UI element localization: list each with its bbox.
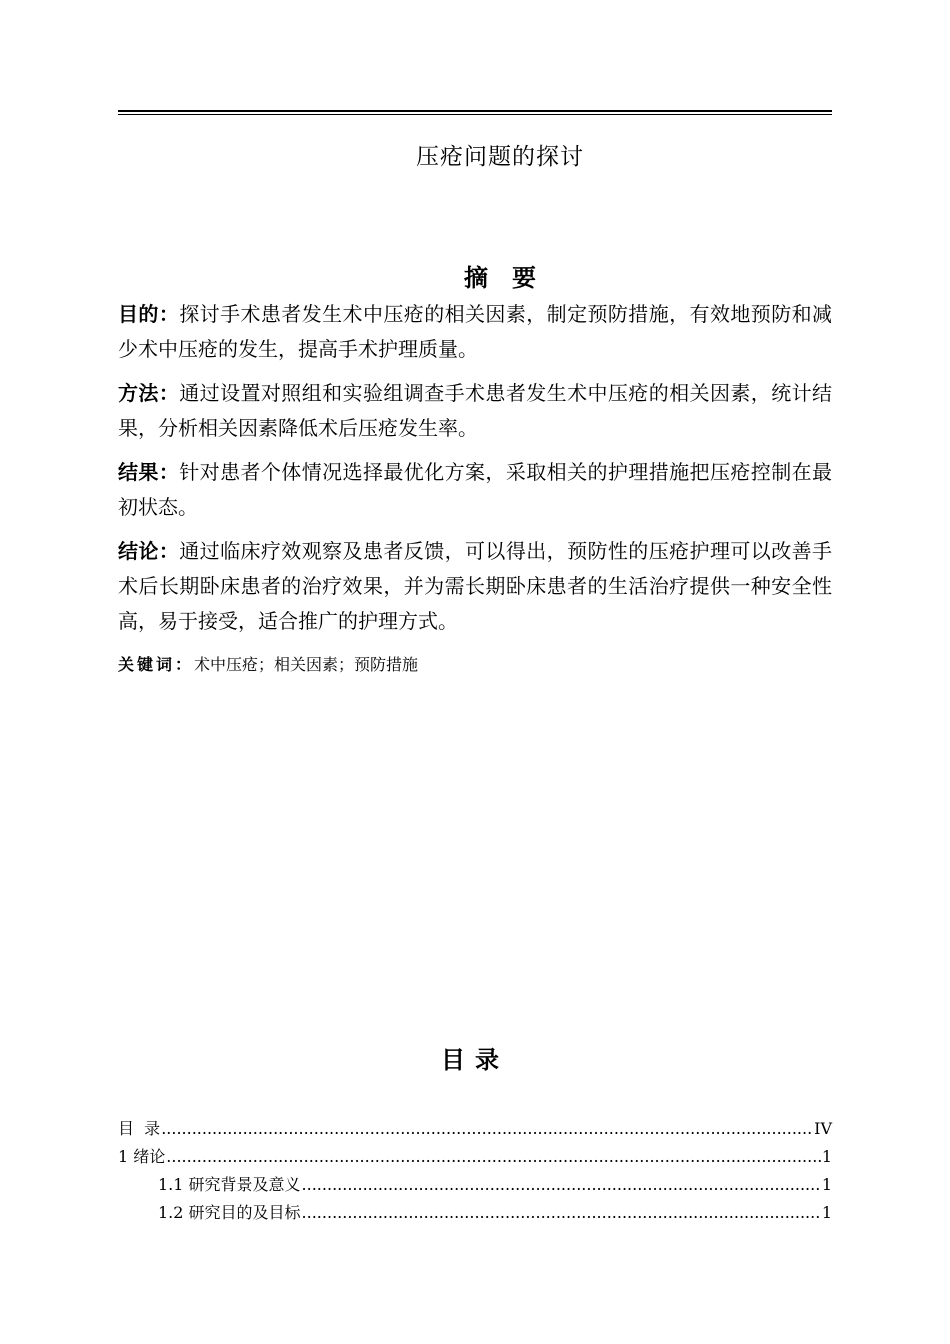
- table-of-contents: [118, 1115, 832, 1227]
- toc-entry-text: 1.1 研究背景及意义: [158, 1175, 301, 1194]
- toc-leader-dots: [302, 1199, 821, 1227]
- abstract-purpose-text: 探讨手术患者发生术中压疮的相关因素，制定预防措施，有效地预防和减少术中压疮的发生，提高手术护理质量。: [118, 302, 833, 361]
- abstract-heading: 摘 要: [464, 263, 536, 292]
- abstract-purpose: [118, 297, 832, 367]
- toc-entry-page: IV: [814, 1119, 832, 1138]
- toc-entry[interactable]: [118, 1171, 832, 1199]
- abstract-method-text: 通过设置对照组和实验组调查手术患者发生术中压疮的相关因素，统计结果，分析相关因素降低术后压疮发生率。: [118, 381, 833, 440]
- toc-leader-dots: [166, 1143, 821, 1171]
- abstract-conclusion-text: 通过临床疗效观察及患者反馈，可以得出，预防性的压疮护理可以改善手术后长期卧床患者的治疗效果，并为需长期卧床患者的生活治疗提供一种安全性高，易于接受，适合推广的护理方式。: [118, 539, 833, 633]
- toc-heading: 目录: [441, 1045, 509, 1074]
- toc-entry-text: 1.2 研究目的及目标: [158, 1203, 301, 1222]
- abstract-result: [118, 455, 832, 525]
- toc-entry[interactable]: [118, 1143, 832, 1171]
- abstract-body: [118, 297, 832, 648]
- toc-leader-dots: [161, 1115, 813, 1143]
- toc-leader-dots: [302, 1171, 821, 1199]
- header-rule-thick: [118, 110, 832, 112]
- abstract-conclusion-label: 结论：: [118, 539, 180, 563]
- abstract-purpose-label: 目的：: [118, 302, 180, 326]
- toc-entry[interactable]: [118, 1115, 832, 1143]
- toc-entry[interactable]: [118, 1199, 832, 1227]
- abstract-method: [118, 376, 832, 446]
- toc-entry-text: 目 录: [118, 1119, 161, 1138]
- document-title: 压疮问题的探讨: [416, 144, 584, 170]
- keywords-text: 术中压疮；相关因素；预防措施: [194, 655, 419, 674]
- abstract-result-text: 针对患者个体情况选择最优化方案，采取相关的护理措施把压疮控制在最初状态。: [118, 460, 833, 519]
- keywords-line: [118, 653, 832, 677]
- toc-entry-page: 1: [821, 1175, 832, 1194]
- keywords-label: 关键词：: [118, 655, 195, 674]
- header-rule-thin: [118, 114, 832, 115]
- toc-entry-text: 1 绪论: [118, 1147, 166, 1166]
- toc-entry-page: 1: [821, 1147, 832, 1166]
- abstract-conclusion: [118, 534, 832, 639]
- toc-entry-page: 1: [821, 1203, 832, 1222]
- abstract-method-label: 方法：: [118, 381, 180, 405]
- abstract-result-label: 结果：: [118, 460, 180, 484]
